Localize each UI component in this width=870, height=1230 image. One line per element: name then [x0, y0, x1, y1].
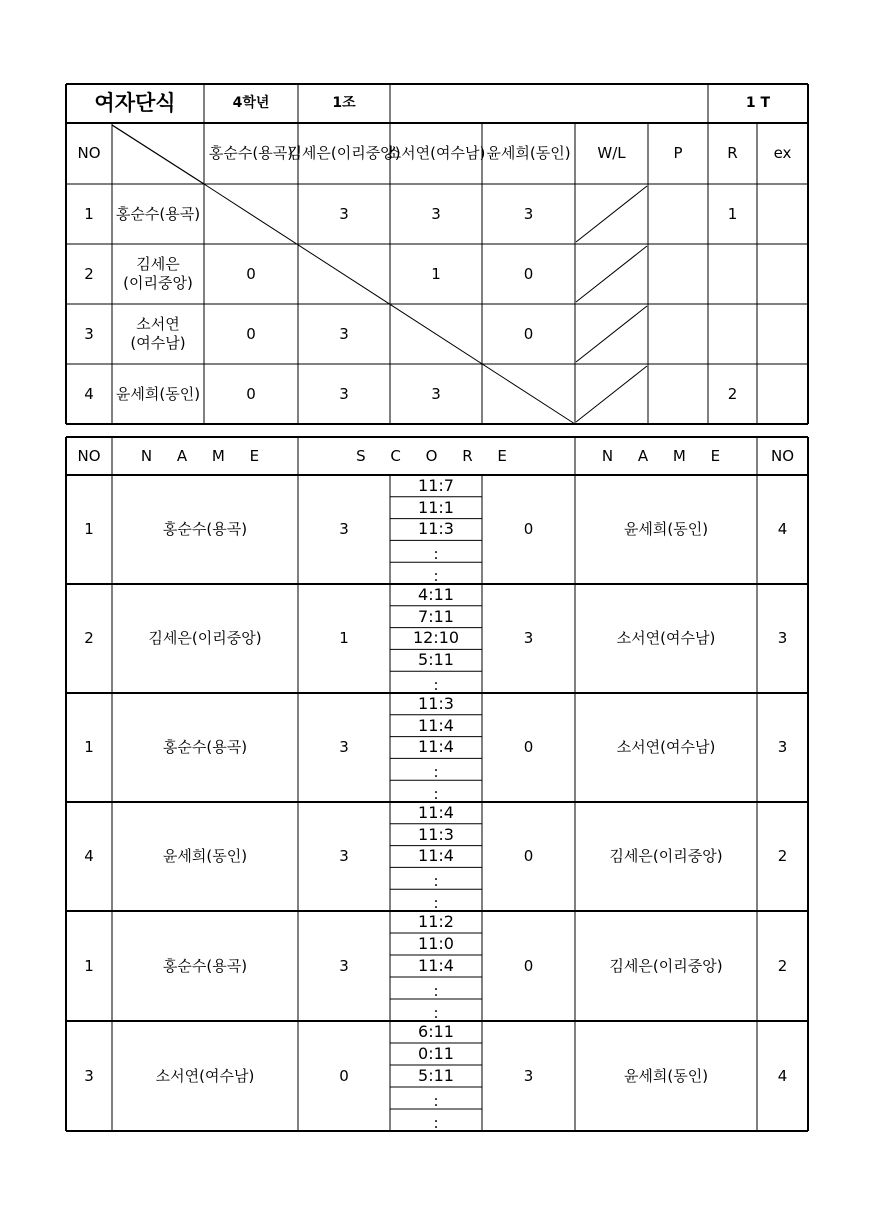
- match-name-left: 홍순수(용곡): [162, 738, 248, 757]
- league-row-name: 홍순수(용곡): [115, 204, 201, 223]
- game-score: 11:3: [418, 824, 454, 844]
- league-rank-cell: [708, 304, 757, 364]
- match-sets-left: 3: [339, 738, 349, 757]
- match-header-no-left: NO: [77, 446, 101, 465]
- game-score: :: [433, 1004, 439, 1022]
- match-no-right: 2: [777, 956, 788, 975]
- match-name-left: 윤세희(동인): [162, 847, 248, 866]
- league-score-cell: [390, 304, 482, 364]
- game-score: 11:4: [418, 737, 454, 757]
- match-no-left: 4: [84, 847, 94, 866]
- league-wl-cell: [575, 364, 648, 424]
- game-score: 11:4: [418, 956, 454, 975]
- match-header-no-right: NO: [770, 446, 795, 465]
- league-row-no: 1: [84, 204, 94, 223]
- match-sets-right: 0: [523, 738, 534, 757]
- league-row-name: 소서연 (여수남): [130, 315, 186, 352]
- header-blank: [390, 84, 708, 123]
- match-header-score: S C O R E: [356, 446, 517, 465]
- game-score: :: [433, 784, 439, 803]
- league-rank-cell: [708, 244, 757, 304]
- match-sets-left: 3: [339, 956, 349, 975]
- group-label: 1조: [332, 94, 356, 111]
- game-score: :: [433, 675, 439, 694]
- league-ex-cell: [757, 184, 808, 244]
- match-sets-right: 0: [523, 956, 534, 975]
- league-wl-cell: [575, 184, 648, 244]
- game-score: :: [433, 982, 439, 1000]
- league-score-cell: 1: [431, 264, 441, 283]
- league-header-r: R: [727, 144, 738, 163]
- game-score: 6:11: [418, 1022, 454, 1041]
- match-name-right: 김세은(이리중앙): [609, 847, 723, 866]
- match-name-right: 소서연(여수남): [616, 738, 716, 757]
- game-score: 12:10: [412, 628, 460, 648]
- match-sets-right: 3: [523, 1066, 534, 1085]
- match-no-left: 2: [84, 629, 94, 648]
- league-score-cell: 0: [523, 324, 534, 343]
- grid-line: [112, 125, 204, 184]
- game-score: :: [433, 1092, 439, 1110]
- match-no-right: 4: [777, 1066, 788, 1085]
- league-row-name: 김세은 (이리중앙): [123, 255, 193, 292]
- match-no-left: 1: [84, 956, 94, 975]
- match-no-right: 2: [777, 847, 788, 866]
- league-p-cell: [648, 184, 708, 244]
- league-header-ex: ex: [773, 144, 792, 163]
- match-no-right: 4: [777, 520, 788, 539]
- league-score-cell: [204, 184, 298, 244]
- league-rank-cell: 2: [727, 384, 738, 403]
- match-sets-left: 3: [339, 520, 349, 539]
- league-wl-cell: [575, 244, 648, 304]
- league-p-cell: [648, 364, 708, 424]
- league-p-cell: [648, 244, 708, 304]
- league-score-cell: 0: [523, 264, 534, 283]
- game-score: 11:3: [418, 519, 454, 539]
- league-header-wl: W/L: [597, 144, 626, 163]
- league-score-cell: 3: [339, 384, 349, 403]
- league-header-player: 김세은(이리중앙): [287, 144, 401, 163]
- game-score: 11:1: [418, 497, 454, 517]
- league-score-cell: 3: [339, 324, 349, 343]
- match-sets-left: 3: [339, 847, 349, 866]
- league-score-cell: 0: [246, 324, 256, 343]
- match-no-left: 1: [84, 738, 94, 757]
- match-sets-left: 1: [339, 629, 349, 648]
- league-header-no: NO: [77, 144, 101, 163]
- game-score: 11:7: [418, 475, 454, 495]
- game-score: 11:4: [418, 846, 454, 866]
- league-score-cell: 3: [431, 204, 441, 223]
- league-score-cell: 0: [246, 384, 256, 403]
- league-score-cell: 0: [246, 264, 256, 283]
- match-no-right: 3: [777, 738, 788, 757]
- game-score: :: [433, 545, 439, 564]
- match-sets-right: 0: [523, 847, 534, 866]
- table-number: 1 T: [745, 94, 771, 111]
- game-score: 4:11: [418, 584, 454, 604]
- league-ex-cell: [757, 244, 808, 304]
- game-score: 0:11: [418, 1044, 454, 1063]
- event-title: 여자단식: [94, 91, 176, 116]
- league-wl-cell: [575, 304, 648, 364]
- match-name-right: 윤세희(동인): [623, 1066, 709, 1085]
- grade-label: 4학년: [232, 94, 270, 111]
- match-no-left: 3: [84, 1066, 94, 1085]
- league-score-cell: [298, 244, 390, 304]
- league-rank-cell: 1: [727, 204, 738, 223]
- league-header-player: 소서연(여수남): [386, 144, 486, 163]
- game-score: 11:0: [418, 934, 454, 953]
- game-score: :: [433, 1114, 439, 1132]
- match-sets-right: 3: [523, 629, 534, 648]
- game-score: 5:11: [418, 650, 454, 670]
- league-header-p: P: [673, 144, 683, 163]
- game-score: :: [433, 872, 439, 891]
- match-name-left: 홍순수(용곡): [162, 956, 248, 975]
- game-score: 11:4: [418, 802, 454, 822]
- league-score-cell: 3: [431, 384, 441, 403]
- league-ex-cell: [757, 364, 808, 424]
- game-score: :: [433, 893, 439, 912]
- league-score-cell: 3: [339, 204, 349, 223]
- game-score: 11:4: [418, 715, 454, 735]
- league-row-no: 4: [84, 384, 94, 403]
- match-no-right: 3: [777, 629, 788, 648]
- game-score: 11:3: [418, 693, 454, 713]
- match-name-left: 홍순수(용곡): [162, 520, 248, 539]
- league-score-cell: [482, 364, 575, 424]
- league-ex-cell: [757, 304, 808, 364]
- league-row-no: 3: [84, 324, 94, 343]
- league-header-player: 홍순수(용곡): [208, 144, 294, 163]
- league-row-name: 윤세희(동인): [115, 384, 201, 403]
- game-score: :: [433, 566, 439, 585]
- match-name-left: 소서연(여수남): [155, 1066, 255, 1085]
- match-name-right: 김세은(이리중앙): [609, 956, 723, 975]
- match-no-left: 1: [84, 520, 94, 539]
- league-p-cell: [648, 304, 708, 364]
- league-row-no: 2: [84, 264, 94, 283]
- match-sets-right: 0: [523, 520, 534, 539]
- game-score: :: [433, 763, 439, 782]
- match-header-name-left: N A M E: [140, 446, 270, 465]
- game-score: 5:11: [418, 1066, 454, 1085]
- league-score-cell: 3: [523, 204, 534, 223]
- match-sets-left: 0: [339, 1066, 349, 1085]
- match-header-name-right: N A M E: [601, 446, 731, 465]
- league-header-player: 윤세희(동인): [486, 144, 571, 163]
- match-name-right: 윤세희(동인): [623, 520, 709, 539]
- match-name-right: 소서연(여수남): [616, 629, 716, 648]
- game-score: 7:11: [418, 606, 454, 626]
- match-name-left: 김세은(이리중앙): [148, 629, 262, 648]
- game-score: 11:2: [418, 912, 454, 931]
